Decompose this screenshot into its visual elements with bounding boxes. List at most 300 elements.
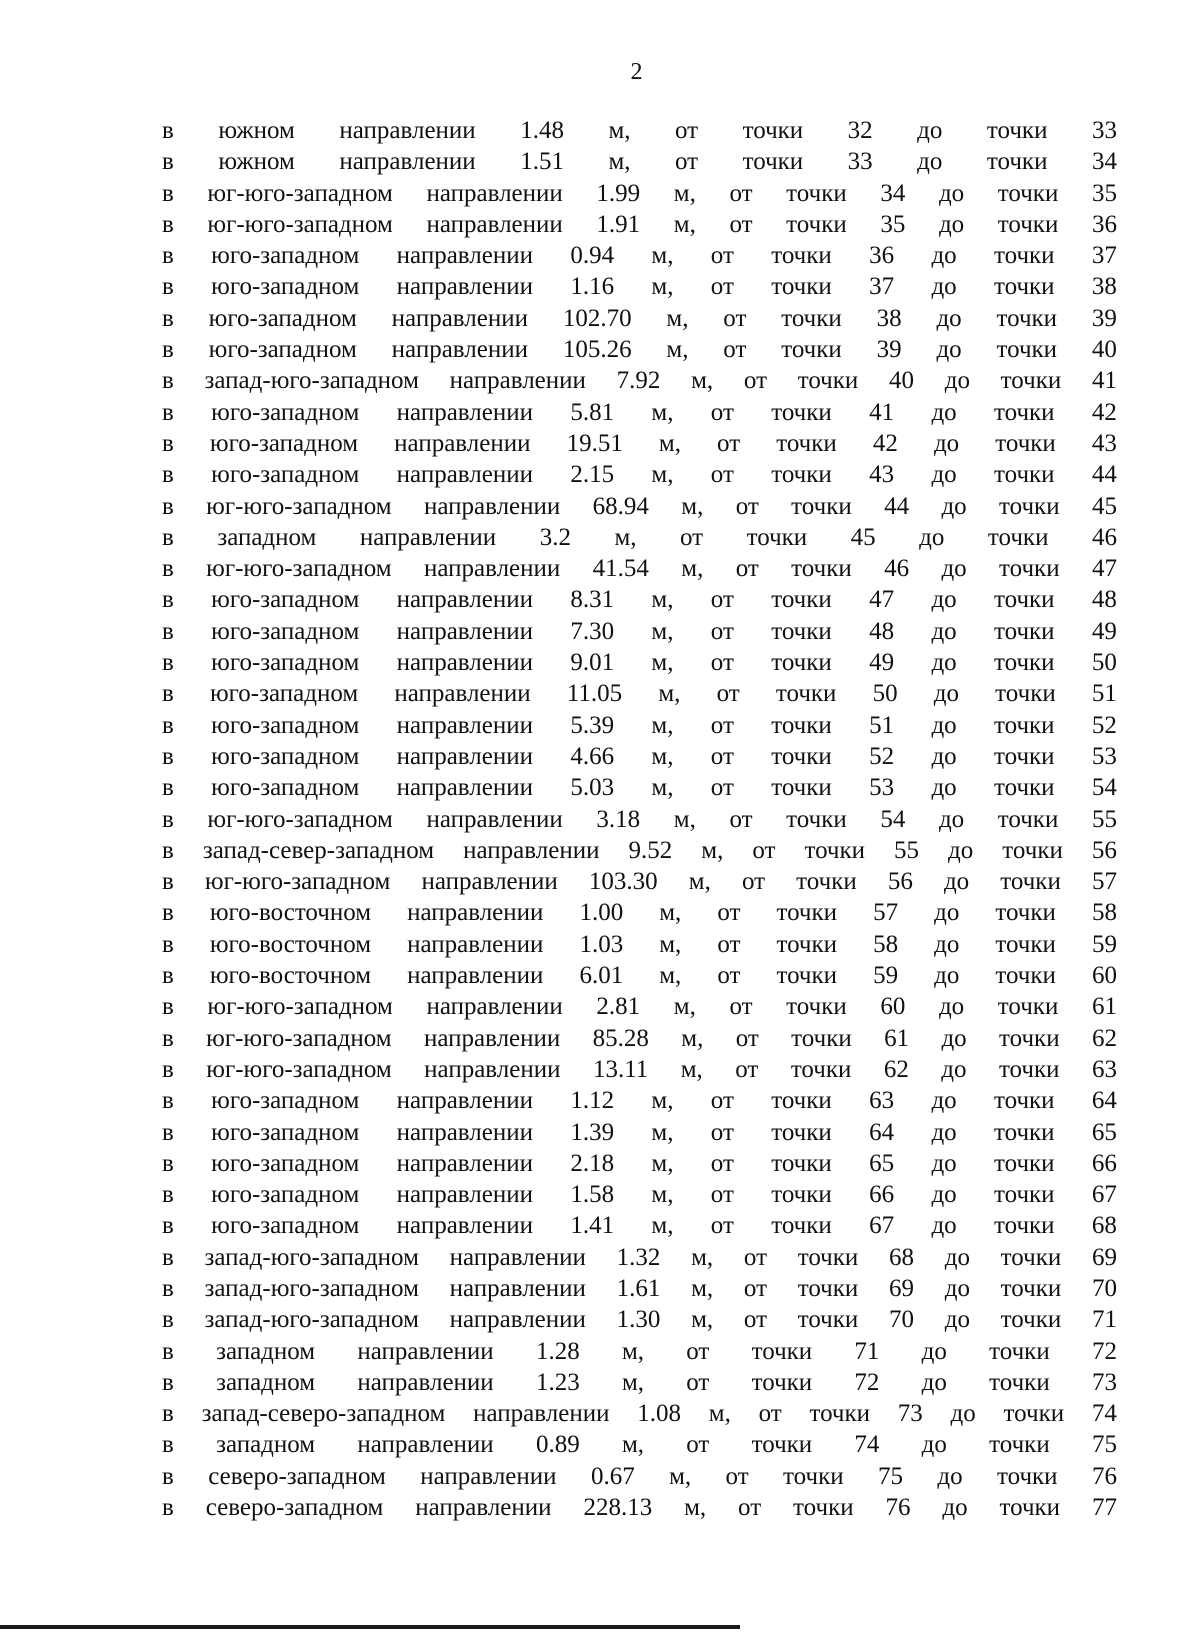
- line-word: 68.94: [592, 492, 649, 520]
- line-word: в: [162, 1243, 174, 1271]
- line-word: точки: [771, 617, 832, 645]
- line-word: точки: [797, 1243, 859, 1271]
- line-word: точки: [997, 1462, 1058, 1490]
- line-word: направлении: [396, 586, 533, 614]
- line-word: до: [941, 1024, 967, 1052]
- line-word: 2.81: [596, 993, 641, 1021]
- line-word: точки: [771, 586, 832, 614]
- line-word: точки: [986, 148, 1048, 176]
- line-word: в: [162, 117, 174, 144]
- line-word: точки: [1000, 1306, 1062, 1334]
- line-word: м,: [651, 242, 674, 270]
- line-word: в: [162, 398, 174, 426]
- line-word: 65: [869, 1149, 895, 1177]
- line-word: направлении: [391, 304, 528, 332]
- line-word: от: [729, 805, 753, 833]
- line-word: 3.18: [596, 805, 641, 833]
- line-word: точки: [994, 774, 1055, 802]
- line-word: точки: [746, 523, 808, 551]
- line-word: 67: [1091, 1181, 1117, 1209]
- line-word: от: [716, 680, 740, 708]
- line-word: 53: [869, 774, 895, 802]
- line-word: точки: [771, 1118, 832, 1146]
- line-word: точки: [771, 273, 832, 301]
- line-word: 43: [869, 461, 895, 489]
- line-word: 59: [873, 962, 899, 990]
- line-word: запад-юго-западном: [204, 1243, 419, 1271]
- line-word: в: [162, 1149, 174, 1177]
- line-word: 57: [873, 899, 899, 927]
- line-word: от: [710, 398, 734, 426]
- line-word: 71: [1091, 1306, 1117, 1334]
- line-word: точки: [771, 711, 832, 739]
- line-word: до: [944, 1274, 970, 1302]
- line-word: от: [717, 962, 741, 990]
- line-word: м,: [651, 1087, 674, 1115]
- line-word: 74: [1091, 1400, 1117, 1428]
- line-word: м,: [701, 836, 724, 864]
- boundary-line: [162, 710, 1117, 741]
- line-word: 44: [884, 492, 910, 520]
- line-word: в: [162, 742, 174, 770]
- line-word: юг-юго-западном: [204, 868, 391, 896]
- line-word: м,: [680, 1055, 703, 1083]
- boundary-line: [162, 303, 1117, 334]
- line-word: в: [162, 429, 174, 457]
- line-word: точки: [994, 711, 1055, 739]
- line-word: 75: [1091, 1431, 1117, 1459]
- line-word: точки: [994, 461, 1055, 489]
- line-word: 66: [869, 1181, 895, 1209]
- line-word: точки: [997, 805, 1059, 833]
- line-word: 61: [884, 1024, 910, 1052]
- line-word: юг-юго-западном: [207, 805, 393, 833]
- line-word: до: [936, 304, 962, 332]
- boundary-line: [162, 678, 1117, 709]
- line-word: 35: [1091, 179, 1117, 207]
- line-word: от: [729, 179, 753, 207]
- line-word: в: [162, 210, 174, 238]
- line-word: точки: [994, 1118, 1055, 1146]
- line-word: 52: [1091, 711, 1117, 739]
- boundary-line: [162, 271, 1117, 302]
- line-word: точки: [775, 680, 837, 708]
- line-word: в: [162, 555, 174, 583]
- line-word: точки: [786, 210, 847, 238]
- line-word: в: [162, 617, 174, 645]
- line-word: 0.67: [590, 1462, 635, 1490]
- line-word: в: [162, 1368, 174, 1396]
- line-word: северо-западном: [205, 1494, 384, 1522]
- line-word: точки: [1000, 868, 1061, 896]
- line-word: направлении: [396, 1181, 533, 1209]
- line-word: м,: [651, 586, 674, 614]
- line-word: до: [941, 492, 967, 520]
- line-word: направлении: [424, 1055, 561, 1083]
- line-word: точки: [771, 1212, 832, 1240]
- line-word: от: [741, 868, 766, 896]
- line-word: до: [931, 1212, 957, 1240]
- line-word: 6.01: [579, 962, 624, 990]
- line-word: 76: [1091, 1462, 1117, 1490]
- line-word: 34: [1091, 148, 1117, 176]
- line-word: точки: [995, 930, 1056, 958]
- line-word: направлении: [449, 1306, 586, 1334]
- line-word: юг-юго-западном: [207, 993, 393, 1021]
- line-word: м,: [666, 336, 689, 364]
- line-word: в: [162, 1055, 174, 1083]
- boundary-line: [162, 804, 1117, 835]
- line-word: в: [162, 367, 174, 395]
- line-word: направлении: [396, 273, 533, 301]
- line-word: м,: [621, 1337, 645, 1365]
- line-word: 105.26: [562, 336, 632, 364]
- line-word: 70: [889, 1306, 914, 1334]
- line-word: от: [735, 555, 759, 583]
- line-word: точки: [999, 1024, 1060, 1052]
- line-word: 1.28: [535, 1337, 580, 1365]
- line-word: до: [943, 868, 970, 896]
- line-word: м,: [688, 868, 711, 896]
- line-word: точки: [771, 742, 832, 770]
- line-word: северо-западном: [208, 1462, 386, 1490]
- boundary-line: [162, 240, 1117, 271]
- line-word: направлении: [357, 1431, 494, 1459]
- line-word: в: [162, 148, 174, 176]
- line-word: запад-юго-западном: [204, 1274, 419, 1302]
- line-word: точки: [796, 868, 857, 896]
- line-word: точки: [989, 1337, 1050, 1365]
- line-word: направлении: [415, 1494, 552, 1522]
- line-word: 8.31: [570, 586, 615, 614]
- line-word: юго-западном: [208, 304, 357, 332]
- line-word: точки: [797, 1306, 859, 1334]
- line-word: точки: [809, 1400, 871, 1428]
- line-word: м,: [681, 1024, 704, 1052]
- line-word: 42: [872, 429, 898, 457]
- line-word: м,: [659, 930, 682, 958]
- line-word: 33: [847, 148, 873, 176]
- line-word: направлении: [396, 617, 533, 645]
- line-word: точки: [791, 492, 852, 520]
- line-word: до: [917, 117, 943, 144]
- line-word: 54: [880, 805, 906, 833]
- line-word: от: [675, 117, 699, 144]
- line-word: м,: [651, 398, 674, 426]
- line-word: в: [162, 1462, 174, 1490]
- line-word: в: [162, 680, 174, 708]
- line-word: направлении: [396, 711, 533, 739]
- line-word: м,: [614, 523, 637, 551]
- line-word: в: [162, 336, 174, 364]
- line-word: от: [723, 304, 747, 332]
- boundary-description-list: [162, 115, 1117, 1523]
- line-word: направлении: [426, 993, 563, 1021]
- line-word: юго-западном: [211, 273, 360, 301]
- boundary-line: [162, 929, 1117, 960]
- line-word: точки: [994, 273, 1055, 301]
- line-word: направлении: [396, 1087, 533, 1115]
- boundary-line: [162, 428, 1117, 459]
- line-word: 52: [869, 742, 895, 770]
- boundary-line: [162, 1367, 1117, 1398]
- line-word: точки: [1000, 1243, 1062, 1271]
- line-word: в: [162, 930, 174, 958]
- boundary-line: [162, 459, 1117, 490]
- line-word: точки: [786, 993, 847, 1021]
- line-word: 1.48: [520, 117, 564, 144]
- boundary-line: [162, 866, 1117, 897]
- line-word: точки: [994, 742, 1055, 770]
- line-word: до: [934, 930, 960, 958]
- line-word: м,: [608, 117, 631, 144]
- line-word: западном: [217, 523, 317, 551]
- line-word: западном: [216, 1431, 316, 1459]
- line-word: м,: [651, 742, 674, 770]
- line-word: точки: [791, 555, 852, 583]
- line-word: 77: [1091, 1494, 1117, 1522]
- line-word: точки: [781, 304, 842, 332]
- line-word: 56: [887, 868, 913, 896]
- boundary-line: [162, 334, 1117, 365]
- line-word: м,: [691, 1306, 714, 1334]
- line-word: 1.58: [570, 1181, 615, 1209]
- line-word: 40: [1091, 336, 1117, 364]
- line-word: м,: [651, 273, 674, 301]
- line-word: направлении: [396, 1118, 533, 1146]
- line-word: юг-юго-западном: [206, 492, 392, 520]
- line-word: юго-западном: [211, 649, 360, 677]
- boundary-line: [162, 1179, 1117, 1210]
- line-word: 1.23: [535, 1368, 580, 1396]
- boundary-line: [162, 741, 1117, 772]
- line-word: направлении: [407, 930, 544, 958]
- line-word: юго-западном: [211, 711, 360, 739]
- line-word: 55: [1091, 805, 1117, 833]
- line-word: в: [162, 1024, 174, 1052]
- line-word: 68: [1091, 1212, 1117, 1240]
- line-word: до: [944, 1243, 970, 1271]
- line-word: до: [938, 805, 965, 833]
- boundary-line: [162, 178, 1117, 209]
- line-word: до: [931, 774, 957, 802]
- line-word: в: [162, 962, 174, 990]
- line-word: от: [675, 148, 699, 176]
- line-word: 45: [850, 523, 876, 551]
- boundary-line: [162, 960, 1117, 991]
- line-word: до: [931, 273, 957, 301]
- line-word: юго-западном: [211, 1181, 360, 1209]
- line-word: юг-юго-западном: [207, 179, 393, 207]
- line-word: 75: [877, 1462, 903, 1490]
- line-word: от: [710, 1181, 734, 1209]
- line-word: м,: [659, 899, 682, 927]
- line-word: точки: [776, 962, 838, 990]
- line-word: в: [162, 1274, 174, 1302]
- line-word: 46: [1091, 523, 1117, 551]
- line-word: в: [162, 1118, 174, 1146]
- line-word: от: [710, 1212, 734, 1240]
- line-word: направлении: [449, 1274, 586, 1302]
- line-word: направлении: [394, 680, 531, 708]
- line-word: 48: [1091, 586, 1117, 614]
- line-word: южном: [218, 148, 295, 176]
- line-word: точки: [1002, 836, 1063, 864]
- line-word: 39: [1091, 304, 1117, 332]
- line-word: до: [944, 367, 970, 395]
- line-word: до: [931, 1118, 957, 1146]
- line-word: 44: [1091, 461, 1117, 489]
- line-word: до: [921, 1368, 947, 1396]
- line-word: от: [686, 1431, 710, 1459]
- line-word: запад-юго-западном: [204, 1306, 419, 1334]
- line-word: точки: [994, 1181, 1055, 1209]
- line-word: от: [710, 649, 734, 677]
- line-word: направлении: [391, 336, 528, 364]
- line-word: юго-западном: [211, 1149, 360, 1177]
- line-word: 41: [869, 398, 895, 426]
- line-word: 66: [1091, 1149, 1117, 1177]
- line-word: 60: [1091, 962, 1117, 990]
- line-word: 0.89: [535, 1431, 580, 1459]
- boundary-line: [162, 647, 1117, 678]
- line-word: 68: [889, 1243, 914, 1271]
- line-word: до: [931, 1087, 957, 1115]
- boundary-line: [162, 209, 1117, 240]
- line-word: точки: [996, 304, 1058, 332]
- line-word: 35: [880, 210, 906, 238]
- line-word: м,: [673, 805, 696, 833]
- line-word: направлении: [359, 523, 497, 551]
- line-word: точки: [999, 492, 1060, 520]
- line-word: 1.91: [596, 210, 641, 238]
- boundary-line: [162, 584, 1117, 615]
- line-word: 103.30: [588, 868, 658, 896]
- line-word: 1.61: [616, 1274, 661, 1302]
- line-word: от: [735, 1055, 759, 1083]
- line-word: 1.99: [596, 179, 641, 207]
- line-word: направлении: [423, 492, 561, 520]
- line-word: юго-западном: [211, 774, 360, 802]
- line-word: 50: [1091, 649, 1117, 677]
- line-word: до: [938, 179, 965, 207]
- line-word: м,: [651, 1149, 674, 1177]
- line-word: до: [931, 711, 957, 739]
- line-word: 58: [1091, 899, 1117, 927]
- line-word: 47: [1091, 555, 1117, 583]
- line-word: от: [723, 336, 747, 364]
- line-word: юго-западном: [211, 242, 360, 270]
- line-word: в: [162, 899, 174, 927]
- line-word: до: [933, 429, 960, 457]
- line-word: в: [162, 1087, 174, 1115]
- line-word: от: [710, 1149, 734, 1177]
- line-word: 11.05: [566, 680, 623, 708]
- line-word: 1.16: [570, 273, 615, 301]
- line-word: юго-западном: [211, 1118, 360, 1146]
- line-word: до: [931, 649, 957, 677]
- line-word: 72: [1091, 1337, 1117, 1365]
- line-word: от: [735, 1024, 759, 1052]
- line-word: до: [931, 1181, 957, 1209]
- line-word: от: [743, 1306, 768, 1334]
- line-word: до: [937, 1462, 963, 1490]
- line-word: м,: [669, 1462, 692, 1490]
- line-word: м,: [681, 492, 704, 520]
- line-word: в: [162, 836, 174, 864]
- line-word: м,: [681, 555, 704, 583]
- line-word: 1.03: [579, 930, 624, 958]
- line-word: в: [162, 1181, 174, 1209]
- line-word: направлении: [394, 429, 531, 457]
- boundary-line: [162, 1398, 1117, 1429]
- line-word: от: [725, 1462, 749, 1490]
- line-word: 0.94: [570, 242, 615, 270]
- line-word: точки: [771, 1181, 832, 1209]
- line-word: от: [729, 993, 753, 1021]
- line-word: 9.52: [628, 836, 673, 864]
- boundary-line: [162, 1210, 1117, 1241]
- line-word: 62: [883, 1055, 909, 1083]
- line-word: до: [938, 993, 965, 1021]
- line-word: до: [942, 1494, 968, 1522]
- line-word: в: [162, 993, 174, 1021]
- line-word: от: [686, 1368, 710, 1396]
- line-word: до: [941, 1055, 967, 1083]
- line-word: 5.03: [570, 774, 615, 802]
- boundary-line: [162, 365, 1117, 396]
- line-word: в: [162, 774, 174, 802]
- line-word: 1.00: [579, 899, 624, 927]
- line-word: точки: [994, 617, 1055, 645]
- line-word: запад-северо-западном: [201, 1400, 446, 1428]
- line-word: в: [162, 242, 174, 270]
- line-word: 76: [885, 1494, 911, 1522]
- line-word: точки: [781, 336, 842, 364]
- line-word: точки: [751, 1431, 813, 1459]
- line-word: точки: [776, 429, 837, 457]
- line-word: 47: [869, 586, 895, 614]
- line-word: в: [162, 1306, 174, 1334]
- line-word: 13.11: [592, 1055, 649, 1083]
- line-word: 63: [1091, 1055, 1117, 1083]
- line-word: от: [758, 1400, 782, 1428]
- line-word: точки: [783, 1462, 844, 1490]
- line-word: м,: [673, 993, 696, 1021]
- page-number: 2: [630, 59, 643, 85]
- boundary-line: [162, 991, 1117, 1022]
- line-word: 63: [869, 1087, 895, 1115]
- line-word: м,: [651, 649, 674, 677]
- line-word: от: [710, 273, 734, 301]
- line-word: точки: [995, 962, 1056, 990]
- line-word: до: [936, 336, 962, 364]
- line-word: м,: [666, 304, 689, 332]
- line-word: точки: [999, 555, 1060, 583]
- line-word: м,: [651, 1181, 674, 1209]
- boundary-line: [162, 1461, 1117, 1492]
- line-word: в: [162, 805, 174, 833]
- line-word: точки: [742, 148, 804, 176]
- line-word: до: [931, 586, 957, 614]
- line-word: от: [710, 742, 734, 770]
- line-word: 64: [1091, 1087, 1117, 1115]
- line-word: юго-западном: [211, 461, 360, 489]
- line-word: точки: [771, 774, 832, 802]
- line-word: 4.66: [570, 742, 615, 770]
- line-word: 51: [1091, 680, 1117, 708]
- line-word: юго-западном: [209, 429, 359, 457]
